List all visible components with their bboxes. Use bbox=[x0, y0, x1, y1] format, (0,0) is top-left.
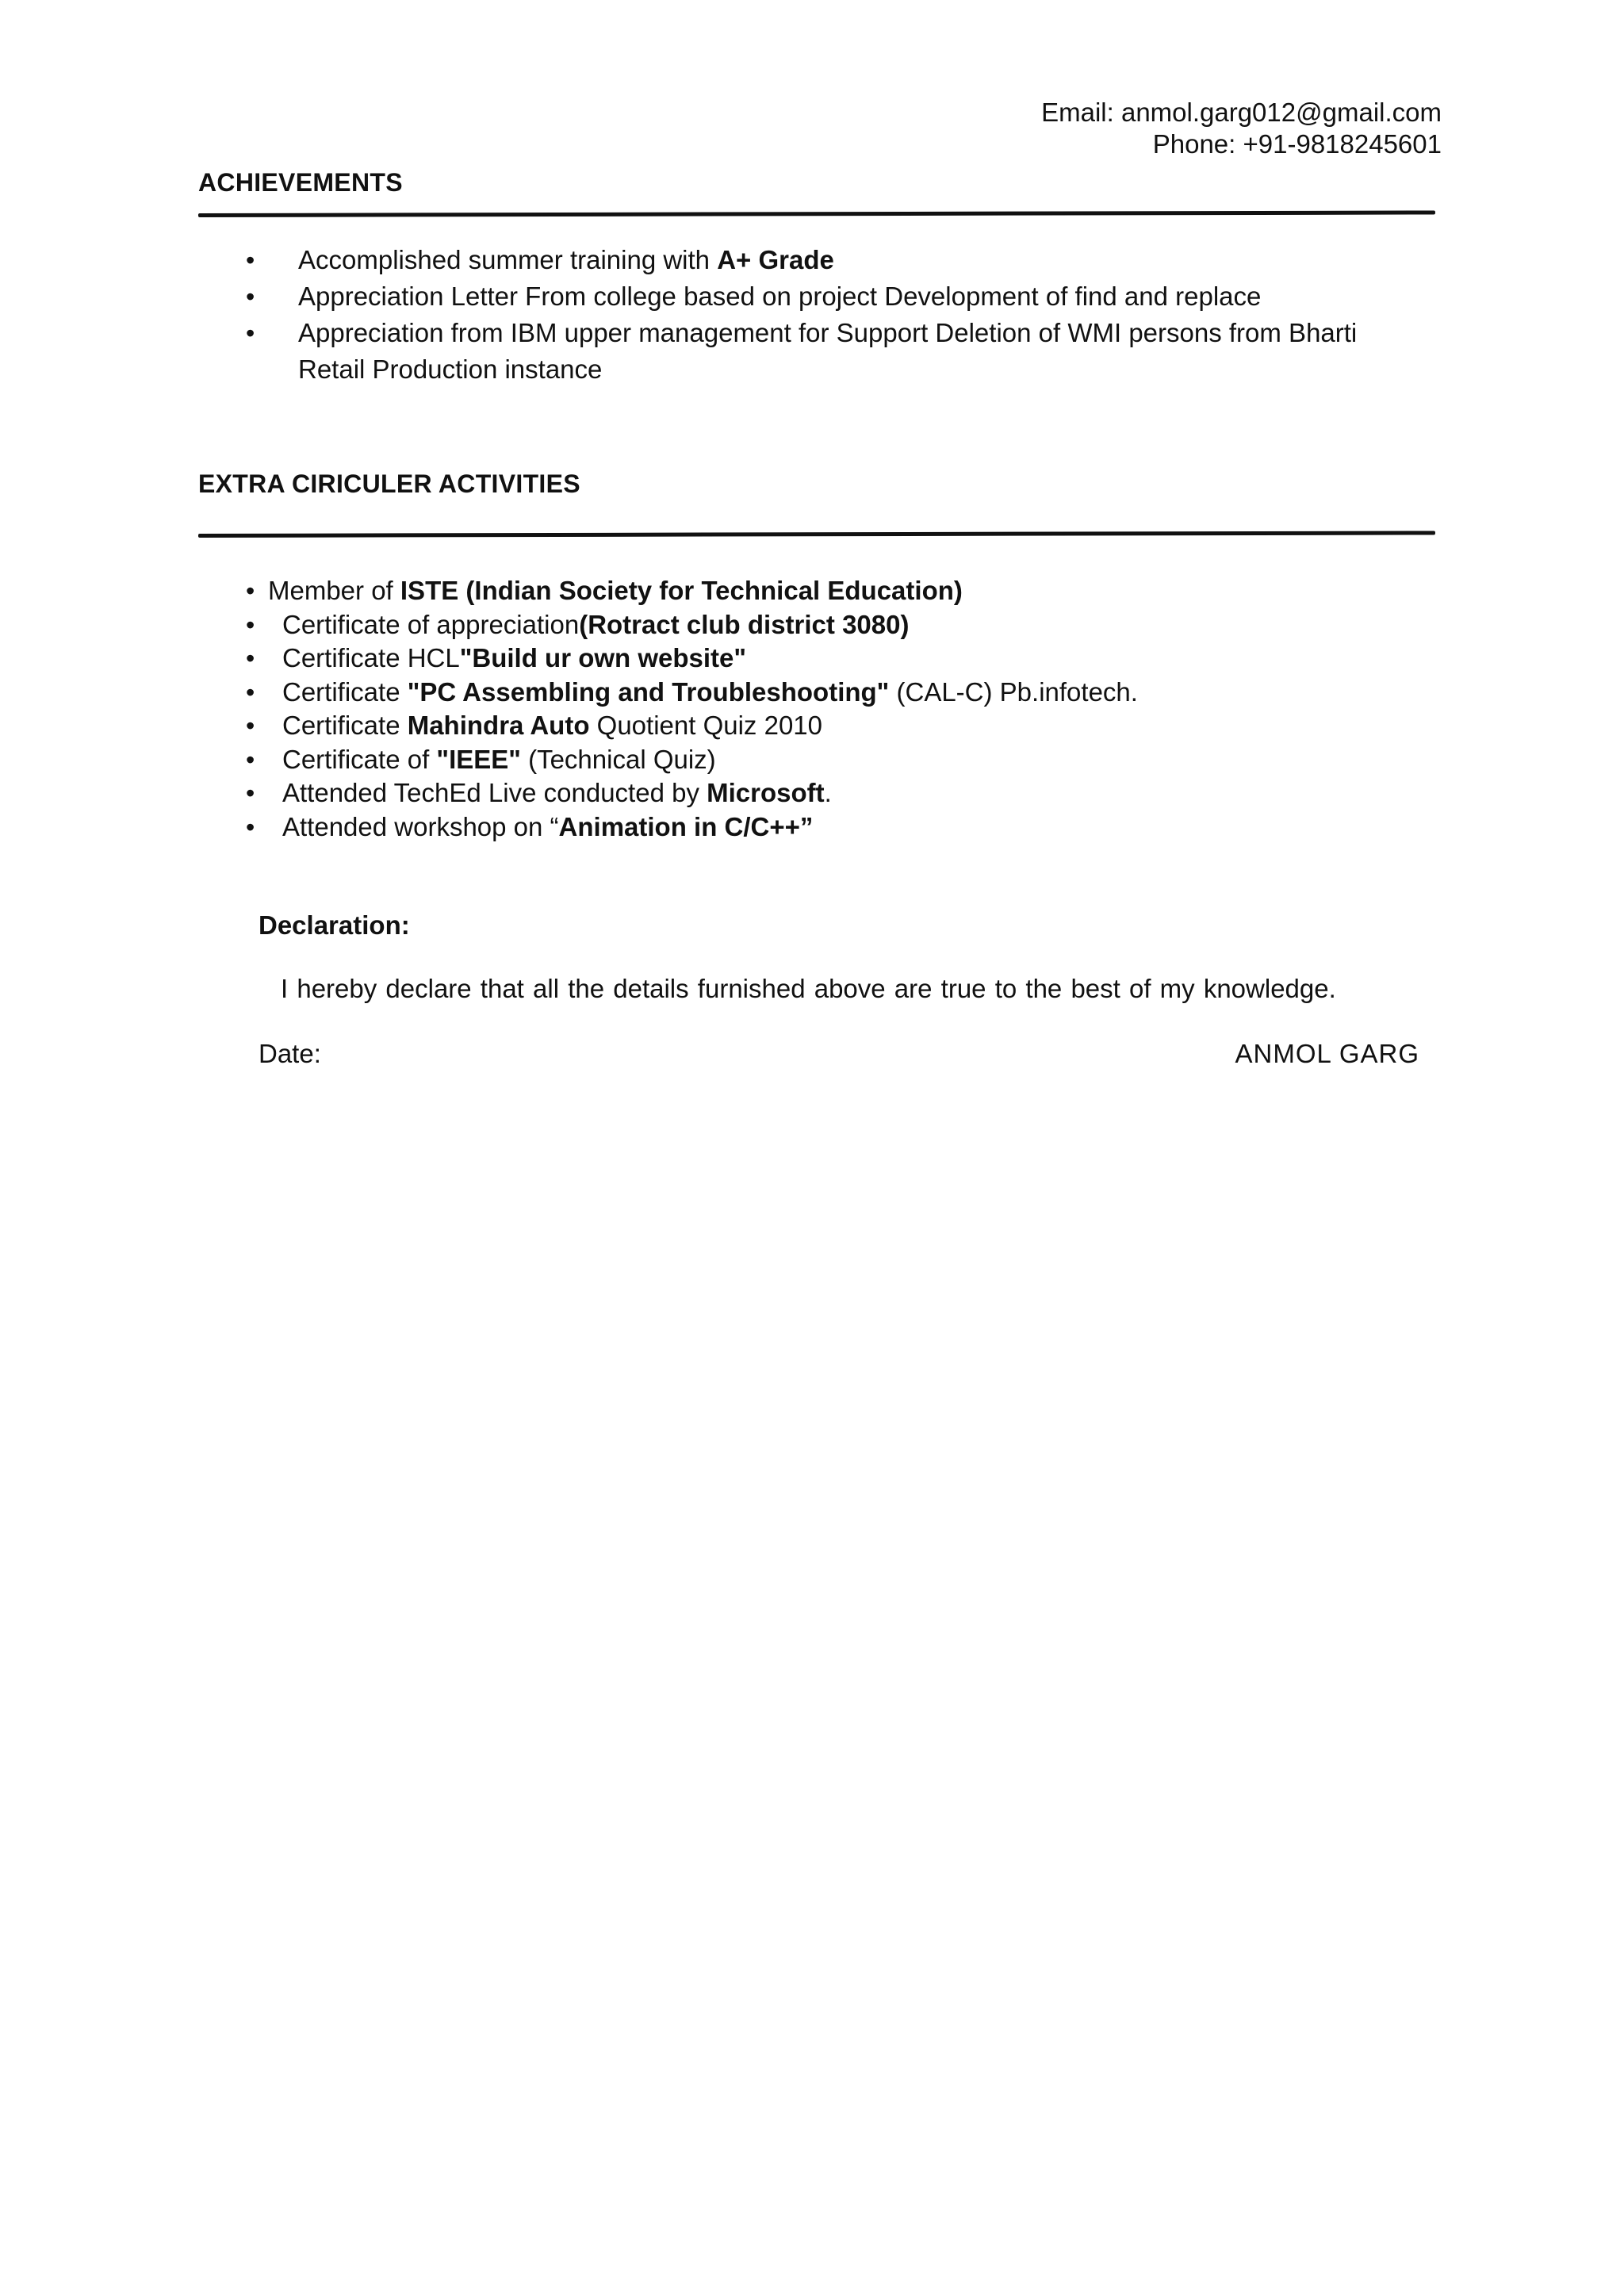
list-item bbox=[246, 743, 1419, 777]
list-item bbox=[246, 242, 1419, 278]
item-text: Attended workshop on “ bbox=[282, 811, 559, 841]
item-text: Certificate HCL bbox=[282, 643, 460, 672]
bullet-icon: • bbox=[246, 577, 255, 605]
item-bold: Microsoft bbox=[707, 778, 825, 807]
bullet-icon: • bbox=[246, 282, 255, 311]
declaration-heading: Declaration: bbox=[259, 910, 410, 940]
bullet-icon: • bbox=[246, 610, 255, 639]
list-item bbox=[246, 574, 1419, 608]
bullet-icon: • bbox=[246, 319, 255, 347]
achievements-heading: ACHIEVEMENTS bbox=[198, 168, 403, 197]
achievements-list bbox=[246, 242, 1419, 388]
bullet-icon: • bbox=[246, 812, 255, 841]
list-item bbox=[246, 642, 1419, 676]
activities-list bbox=[246, 574, 1419, 844]
item-text: Appreciation from IBM upper management for Support Deletion of WMI persons from Bharti Retail Production instance bbox=[298, 318, 1358, 384]
item-bold: "Build ur own website" bbox=[459, 643, 747, 672]
item-after: (CAL-C) Pb.infotech. bbox=[889, 676, 1138, 707]
contact-block bbox=[1041, 97, 1442, 160]
list-item bbox=[246, 776, 1419, 810]
item-text: Appreciation Letter From college based on project Development of find and replace bbox=[298, 282, 1262, 311]
bullet-icon: • bbox=[246, 246, 255, 274]
achievements-divider bbox=[198, 210, 1435, 217]
activities-divider bbox=[198, 531, 1435, 538]
bullet-icon: • bbox=[246, 677, 255, 707]
list-item bbox=[246, 810, 1419, 845]
list-item bbox=[246, 709, 1419, 743]
activities-heading: EXTRA CIRICULER ACTIVITIES bbox=[198, 469, 580, 498]
item-after: (Technical Quiz) bbox=[520, 744, 716, 774]
phone-text: Phone: +91-9818245601 bbox=[1152, 129, 1442, 159]
item-after: Quotient Quiz 2010 bbox=[589, 711, 823, 740]
item-bold: A+ Grade bbox=[717, 245, 834, 274]
item-text: Attended TechEd Live conducted by bbox=[282, 778, 707, 807]
item-text: Certificate bbox=[282, 676, 408, 707]
item-bold: Animation in C/C++” bbox=[558, 811, 814, 841]
list-item bbox=[246, 608, 1419, 642]
item-text: Accomplished summer training with bbox=[298, 245, 718, 274]
list-item bbox=[246, 676, 1419, 710]
bullet-icon: • bbox=[246, 745, 255, 774]
item-text: Member of bbox=[268, 576, 400, 605]
item-bold: (Rotract club district 3080) bbox=[579, 609, 910, 639]
bullet-icon: • bbox=[246, 644, 255, 672]
email-text: Email: anmol.garg012@gmail.com bbox=[1041, 98, 1442, 127]
item-bold: "IEEE" bbox=[436, 744, 521, 774]
bullet-icon: • bbox=[246, 711, 255, 740]
signature-name: ANMOL GARG bbox=[1235, 1039, 1419, 1068]
item-bold: ISTE (Indian Society for Technical Education) bbox=[400, 576, 963, 605]
date-label: Date: bbox=[259, 1039, 321, 1068]
item-text: Certificate bbox=[282, 711, 408, 740]
item-text: Certificate of bbox=[282, 744, 437, 774]
item-after: . bbox=[824, 778, 832, 807]
item-bold: Mahindra Auto bbox=[407, 711, 590, 740]
item-bold: "PC Assembling and Troubleshooting" bbox=[407, 676, 890, 707]
bullet-icon: • bbox=[246, 779, 255, 807]
list-item bbox=[246, 315, 1419, 388]
item-text: Certificate of appreciation bbox=[282, 609, 580, 639]
declaration-text: I hereby declare that all the details furnished above are true to the best of my knowledge. bbox=[281, 974, 1336, 1003]
list-item bbox=[246, 278, 1419, 315]
